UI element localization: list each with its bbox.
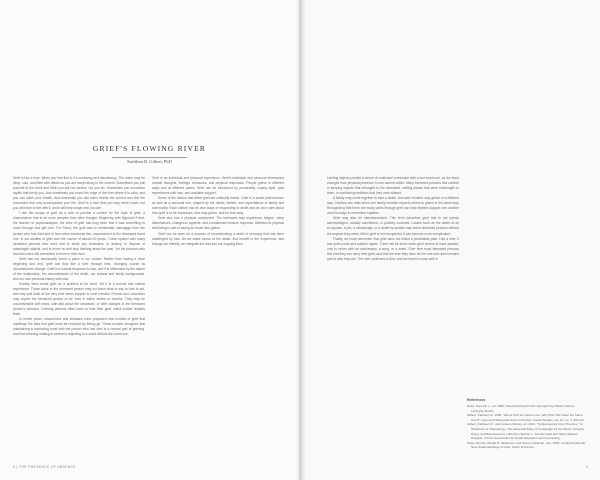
paragraph: Grief can be seen as a process of reconstructing a world of meaning that has been challenged by loss. As we make sense of the death, find benefit in the experience, and change our identity, we integrate the loss into our ongoing lives. [152, 231, 284, 246]
reference-entry: Gilbert, Kathleen R. 1996. "We've Had the Same Loss, Why Don't We Have the Same Grief?" Loss and Differential Grief in Families. Death Studies, vol. 20, no. 3, 269–83. [467, 413, 585, 422]
paragraph: Some of the factors that affect grief are culturally based. Grief is a social phenomenon as well as a personal one, shaped by the rituals, beliefs, and expectations of family and community. Each culture has its own ways of responding to death and its own rules about how grief is to be expressed, who may grieve, and for how long. [152, 196, 284, 216]
page-number: 9 [586, 465, 588, 469]
left-column-1 [13, 176, 145, 462]
paragraph: A family may come together to face a death, but each member may grieve in a different way. Conflicts can arise when one family member expects others to grieve in the same way. Recognizing that there are many paths through grief can help families support one another and find ways to remember together. [327, 196, 459, 216]
paragraph: Grief is an individual and personal experience. Grief's individual and personal dimensions include thoughts, feelings, behaviors, and physical responses. People grieve in different ways and at different paces. Grief can be influenced by personality, coping style, past experiences with loss, and available support. [152, 176, 284, 196]
paragraph: Grief has not necessarily found a place in our culture. Rather than having a clear beginning and end, grief can flow like a river through time, changing course as circumstances change. Grief is a natural response to loss, and it is influenced by the nature of the relationship, the circumstances of the death, our cultural and family backgrounds, and our own personal history with loss. [13, 256, 145, 281]
running-footer: 8 | THE PRESENCE OF ABSENCE [13, 465, 76, 469]
left-page [0, 0, 299, 480]
paragraph: Grief is like a river. When you first find it, it's confusing and disorienting. The water may be deep, cold, and filled with debris so you are swept along in the current. Sometimes you pull yourself to the bank and think you will not survive, but you do. Sometimes you encounter rapids that terrify you. And sometimes you reach the edge of the river where it is calm, and you can catch your breath. And eventually you can swim beside the current and feel the movement that now accompanies your life. Grief is a river that you may never leave, but you will learn to live with it, and it will help shape who you are. [13, 176, 145, 211]
left-column-2 [152, 176, 284, 326]
paragraph: Limiting objects provide a sense of continued connection with a lost loved one, as the bond changes from physical presence to one carried within. Many bereaved persons find comfort in keeping objects that belonged to the deceased, visiting places that were meaningful to them, or continuing traditions that they once shared. [327, 176, 459, 196]
right-column-1 [327, 176, 459, 398]
paragraph: Finally, we must remember that grief does not follow a predictable path. Like a river, it has quiet pools and sudden rapids. There will be times when grief seems to have passed, only to return with an anniversary, a song, or a scent. Over time most bereaved persons find that they can carry their grief, and that the love they have for the one who died remains part of who they are. The river continues to flow, and we learn to move with it. [327, 236, 459, 261]
references-section [467, 398, 587, 468]
reference-entry: Doka, Kenneth J., ed. 1989. Disenfranchised Grief: Recognizing Hidden Sorrow. Lexington Books. [467, 404, 576, 413]
paragraph: Society often treats grief as a problem to be fixed. Yet it is a normal and natural experience. Those close to the bereaved person may not know what to say or how to act, and may pull back at the very time when support is most needed. Friends and coworkers may expect the bereaved person to be 'over it' within weeks or months. They may be uncomfortable with tears, with talk about the deceased, or with changes in the bereaved person's behavior. Grieving persons often learn to hide their grief, which further isolates them. [13, 281, 145, 317]
book-gutter [296, 0, 306, 480]
reference-entry: Klass, Dennis, Phyllis R. Silverman, and Steven Nickman, eds. 1996. Continuing Bonds: New Understandings of Grief. Taylor & Francis. [467, 440, 586, 450]
references-heading: References [467, 398, 486, 402]
paragraph: In recent years, researchers and clinicians have proposed new models of grief that challenge the idea that grief must be resolved by letting go. These models recognize that maintaining a continuing bond with the person who has died is a normal part of grieving, and that meaning-making is central to adjusting to a world without the loved one. [13, 317, 145, 337]
reference-entry: Gilbert, Kathleen R., and Colleen Murray, ed. 2021. "Contemporary Grief Theories." In Handbook of Thanatology: The Essential Body of Knowledge for the Study of Death, Dying, and Bereavement, edited by Heather L. Servaty-Seib and Helen Stanton Chapple, 3rd ed. Association for Death Education and Counseling. [467, 422, 585, 441]
title-divider [112, 157, 187, 158]
paragraph: Grief also has a physical component. The bereaved may experience fatigue, sleep disturbances, changes in appetite, and a weakened immune response. Attention to physical well-being is part of caring for those who grieve. [152, 216, 284, 231]
paragraph: I use this image of grief as a river to provide a context for the topic of grief, a phenomenon that is far more complex than often thought. Beginning with Sigmund Freud, the founder of psychoanalysis, the view of grief has long been that it was something to move through and get over. For Freud, the goal was to emotionally disengage from the person who has died and to form other emotional ties, unconnected to the deceased loved one. In our studies of grief over the course of almost 40 years, I have spoken with many bereaved persons who were told to avoid any reminders, to destroy or dispose of meaningful objects, and to move on and stop thinking about the past. Yet the persons who had died were still connected to them in their lives. [13, 211, 145, 256]
paragraph: Grief may also be disenfranchised. This term describes grief that is not openly acknowledged, socially sanctioned, or publicly mourned. Losses such as the death of an ex-spouse, a pet, a miscarriage, or a death by suicide may leave bereaved persons without the support they need. When grief is not recognized, it can become more complicated. [327, 216, 459, 236]
chapter-author: Kathleen R. Gilbert, PhD [127, 159, 172, 164]
chapter-title: GRIEF'S FLOWING RIVER [92, 144, 207, 153]
